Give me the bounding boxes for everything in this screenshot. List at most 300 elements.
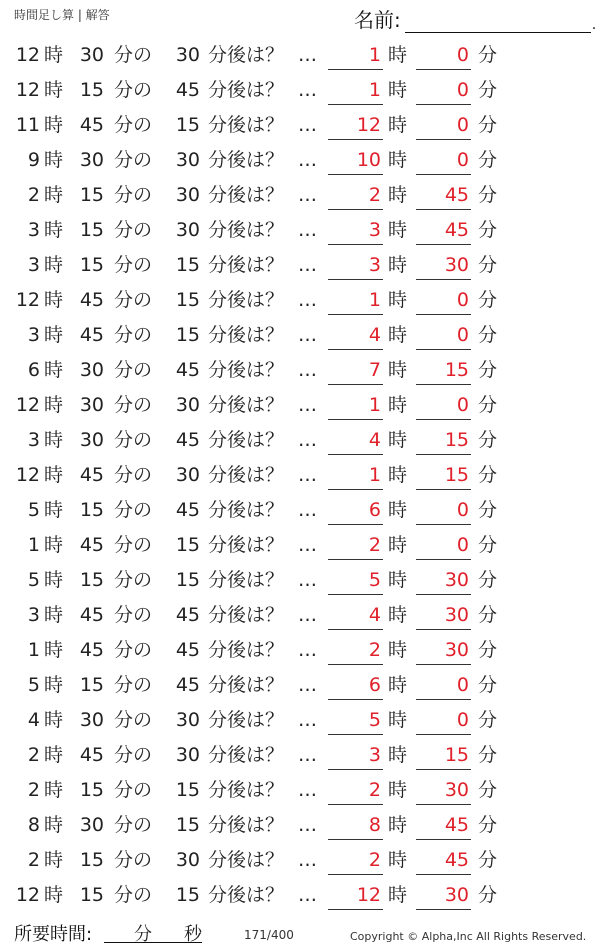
ellipsis: … [298,604,316,626]
problem-added-minutes: 30 [175,394,200,416]
answer-minute[interactable]: 30 [416,633,471,665]
answer-hour-unit: 時 [388,814,408,836]
problem-row [0,668,600,703]
ellipsis: … [298,499,316,521]
problem-row [0,423,600,458]
problem-row [0,633,600,668]
problem-row [0,808,600,843]
answer-hour[interactable]: 8 [328,808,383,840]
hour-unit: 時 [44,779,64,801]
problem-row [0,73,600,108]
problem-start-minute: 45 [79,604,104,626]
answer-minute-unit: 分 [478,289,498,311]
time-second-label: 秒 [184,924,202,945]
minute-of-unit: 分の [114,79,153,101]
answer-hour[interactable]: 3 [328,213,383,245]
problem-added-minutes: 15 [175,114,200,136]
answer-minute[interactable]: 0 [416,668,471,700]
problem-row [0,563,600,598]
answer-minute[interactable]: 0 [416,388,471,420]
problem-start-hour: 6 [27,359,40,381]
minute-of-unit: 分の [114,324,153,346]
answer-hour[interactable]: 4 [328,423,383,455]
problem-start-hour: 4 [27,709,40,731]
question-text: 分後は？ [208,359,285,381]
answer-hour-unit: 時 [388,709,408,731]
answer-minute-unit: 分 [478,534,498,556]
hour-unit: 時 [44,324,64,346]
problem-start-minute: 45 [79,324,104,346]
question-text: 分後は？ [208,639,285,661]
problem-start-hour: 1 [27,534,40,556]
minute-of-unit: 分の [114,779,153,801]
problem-start-hour: 12 [15,394,40,416]
problem-row [0,528,600,563]
question-text: 分後は？ [208,534,285,556]
problem-start-hour: 2 [27,184,40,206]
answer-minute[interactable]: 15 [416,353,471,385]
hour-unit: 時 [44,744,64,766]
problem-start-hour: 3 [27,219,40,241]
question-text: 分後は？ [208,114,285,136]
problem-row [0,458,600,493]
hour-unit: 時 [44,44,64,66]
problem-added-minutes: 15 [175,534,200,556]
answer-minute[interactable]: 30 [416,598,471,630]
answer-hour[interactable]: 4 [328,598,383,630]
minute-of-unit: 分の [114,114,153,136]
answer-minute-unit: 分 [478,569,498,591]
problem-start-minute: 30 [79,44,104,66]
ellipsis: … [298,324,316,346]
question-text: 分後は？ [208,289,285,311]
ellipsis: … [298,534,316,556]
question-text: 分後は？ [208,464,285,486]
answer-hour[interactable]: 6 [328,668,383,700]
problem-row [0,353,600,388]
problem-start-hour: 2 [27,744,40,766]
answer-minute[interactable]: 15 [416,423,471,455]
answer-minute[interactable]: 15 [416,458,471,490]
problem-added-minutes: 30 [175,149,200,171]
problem-added-minutes: 45 [175,359,200,381]
problem-added-minutes: 45 [175,429,200,451]
problem-row [0,108,600,143]
problem-start-hour: 5 [27,674,40,696]
problem-added-minutes: 45 [175,604,200,626]
answer-minute[interactable]: 0 [416,38,471,70]
problem-start-hour: 12 [15,289,40,311]
answer-minute[interactable]: 30 [416,878,471,910]
answer-minute[interactable]: 45 [416,213,471,245]
ellipsis: … [298,44,316,66]
problem-added-minutes: 15 [175,779,200,801]
minute-of-unit: 分の [114,814,153,836]
problem-start-hour: 12 [15,884,40,906]
problem-start-minute: 15 [79,674,104,696]
minute-of-unit: 分の [114,44,153,66]
answer-minute[interactable]: 0 [416,703,471,735]
answer-hour[interactable]: 1 [328,38,383,70]
answer-minute[interactable]: 0 [416,143,471,175]
problem-start-minute: 30 [79,709,104,731]
ellipsis: … [298,464,316,486]
answer-minute-unit: 分 [478,149,498,171]
answer-hour-unit: 時 [388,289,408,311]
problem-added-minutes: 30 [175,219,200,241]
answer-hour-unit: 時 [388,254,408,276]
page-number: 171/400 [244,928,294,942]
ellipsis: … [298,674,316,696]
problem-row [0,388,600,423]
question-text: 分後は？ [208,884,285,906]
answer-hour[interactable]: 3 [328,738,383,770]
problem-start-minute: 15 [79,569,104,591]
answer-hour[interactable]: 12 [328,878,383,910]
question-text: 分後は？ [208,744,285,766]
answer-hour[interactable]: 3 [328,248,383,280]
question-text: 分後は？ [208,149,285,171]
ellipsis: … [298,219,316,241]
problem-start-minute: 45 [79,534,104,556]
time-required-field[interactable] [104,920,202,943]
answer-minute-unit: 分 [478,219,498,241]
minute-of-unit: 分の [114,709,153,731]
question-text: 分後は？ [208,394,285,416]
answer-minute[interactable]: 0 [416,283,471,315]
answer-hour-unit: 時 [388,184,408,206]
question-text: 分後は？ [208,814,285,836]
answer-hour[interactable]: 12 [328,108,383,140]
problem-start-minute: 45 [79,289,104,311]
minute-of-unit: 分の [114,884,153,906]
problem-added-minutes: 45 [175,639,200,661]
answer-minute[interactable]: 15 [416,738,471,770]
answer-minute[interactable]: 0 [416,108,471,140]
problem-row [0,738,600,773]
ellipsis: … [298,639,316,661]
problem-start-hour: 12 [15,44,40,66]
hour-unit: 時 [44,394,64,416]
answer-hour-unit: 時 [388,674,408,696]
answer-hour-unit: 時 [388,429,408,451]
problem-start-minute: 30 [79,429,104,451]
problem-row [0,248,600,283]
problem-start-hour: 9 [27,149,40,171]
answer-minute-unit: 分 [478,814,498,836]
ellipsis: … [298,289,316,311]
answer-minute[interactable]: 30 [416,248,471,280]
problem-row [0,843,600,878]
ellipsis: … [298,254,316,276]
time-required-label: 所要時間: [14,924,93,945]
minute-of-unit: 分の [114,184,153,206]
hour-unit: 時 [44,149,64,171]
problem-added-minutes: 30 [175,44,200,66]
problem-added-minutes: 15 [175,254,200,276]
problem-added-minutes: 45 [175,79,200,101]
problem-start-hour: 3 [27,429,40,451]
answer-minute-unit: 分 [478,184,498,206]
ellipsis: … [298,779,316,801]
answer-hour-unit: 時 [388,604,408,626]
answer-minute-unit: 分 [478,709,498,731]
question-text: 分後は？ [208,779,285,801]
answer-hour-unit: 時 [388,324,408,346]
question-text: 分後は？ [208,219,285,241]
answer-hour[interactable]: 5 [328,703,383,735]
copyright-text: Copyright © Alpha,Inc All Rights Reserved. [350,930,587,943]
minute-of-unit: 分の [114,569,153,591]
answer-hour-unit: 時 [388,149,408,171]
problem-start-hour: 3 [27,604,40,626]
answer-hour-unit: 時 [388,779,408,801]
answer-minute[interactable]: 45 [416,178,471,210]
problem-start-hour: 1 [27,639,40,661]
question-text: 分後は？ [208,499,285,521]
problem-row [0,143,600,178]
problem-start-minute: 30 [79,149,104,171]
minute-of-unit: 分の [114,674,153,696]
ellipsis: … [298,744,316,766]
answer-hour[interactable]: 2 [328,843,383,875]
answer-hour-unit: 時 [388,219,408,241]
problem-start-minute: 15 [79,884,104,906]
hour-unit: 時 [44,534,64,556]
answer-hour[interactable]: 4 [328,318,383,350]
problem-added-minutes: 15 [175,884,200,906]
minute-of-unit: 分の [114,219,153,241]
problem-start-hour: 12 [15,79,40,101]
ellipsis: … [298,184,316,206]
answer-minute-unit: 分 [478,114,498,136]
answer-hour-unit: 時 [388,464,408,486]
minute-of-unit: 分の [114,359,153,381]
minute-of-unit: 分の [114,604,153,626]
answer-minute-unit: 分 [478,884,498,906]
answer-hour[interactable]: 5 [328,563,383,595]
answer-hour[interactable]: 1 [328,458,383,490]
answer-hour[interactable]: 7 [328,353,383,385]
answer-minute-unit: 分 [478,324,498,346]
answer-minute[interactable]: 0 [416,493,471,525]
hour-unit: 時 [44,709,64,731]
hour-unit: 時 [44,254,64,276]
minute-of-unit: 分の [114,394,153,416]
ellipsis: … [298,79,316,101]
problem-added-minutes: 15 [175,324,200,346]
problem-added-minutes: 15 [175,814,200,836]
ellipsis: … [298,394,316,416]
problem-row [0,598,600,633]
answer-minute[interactable]: 30 [416,773,471,805]
answer-minute-unit: 分 [478,849,498,871]
answer-hour-unit: 時 [388,639,408,661]
problem-start-minute: 45 [79,744,104,766]
problem-start-hour: 2 [27,849,40,871]
hour-unit: 時 [44,814,64,836]
answer-minute-unit: 分 [478,254,498,276]
name-field[interactable] [354,4,596,33]
question-text: 分後は？ [208,604,285,626]
question-text: 分後は？ [208,429,285,451]
problem-row [0,283,600,318]
answer-minute-unit: 分 [478,429,498,451]
question-text: 分後は？ [208,849,285,871]
problem-added-minutes: 30 [175,709,200,731]
problem-start-hour: 3 [27,324,40,346]
answer-minute[interactable]: 45 [416,808,471,840]
hour-unit: 時 [44,289,64,311]
question-text: 分後は？ [208,569,285,591]
answer-hour-unit: 時 [388,394,408,416]
problem-start-hour: 5 [27,499,40,521]
minute-of-unit: 分の [114,849,153,871]
ellipsis: … [298,149,316,171]
problem-row [0,178,600,213]
answer-hour-unit: 時 [388,499,408,521]
answer-minute-unit: 分 [478,674,498,696]
question-text: 分後は？ [208,184,285,206]
problem-row [0,493,600,528]
problem-added-minutes: 15 [175,289,200,311]
problem-row [0,703,600,738]
ellipsis: … [298,569,316,591]
answer-hour-unit: 時 [388,114,408,136]
problem-added-minutes: 15 [175,569,200,591]
hour-unit: 時 [44,219,64,241]
answer-hour-unit: 時 [388,359,408,381]
answer-hour[interactable]: 1 [328,73,383,105]
answer-minute-unit: 分 [478,464,498,486]
answer-minute-unit: 分 [478,394,498,416]
name-end-dot: . [591,17,597,33]
answer-minute-unit: 分 [478,79,498,101]
answer-hour[interactable]: 1 [328,283,383,315]
question-text: 分後は？ [208,79,285,101]
answer-hour[interactable]: 2 [328,633,383,665]
problem-row [0,878,600,913]
hour-unit: 時 [44,499,64,521]
problem-start-minute: 30 [79,359,104,381]
ellipsis: … [298,429,316,451]
name-label: 名前: [354,8,401,32]
problem-start-minute: 15 [79,849,104,871]
answer-hour[interactable]: 2 [328,773,383,805]
problem-start-minute: 15 [79,254,104,276]
answer-minute-unit: 分 [478,779,498,801]
problem-start-hour: 5 [27,569,40,591]
problem-start-minute: 30 [79,814,104,836]
worksheet-title: 時間足し算 | 解答 [14,8,110,22]
hour-unit: 時 [44,604,64,626]
answer-hour-unit: 時 [388,884,408,906]
problem-start-minute: 15 [79,779,104,801]
minute-of-unit: 分の [114,499,153,521]
question-text: 分後は？ [208,324,285,346]
answer-minute[interactable]: 0 [416,528,471,560]
answer-hour-unit: 時 [388,744,408,766]
minute-of-unit: 分の [114,534,153,556]
time-minute-label: 分 [134,924,152,945]
hour-unit: 時 [44,464,64,486]
problem-row [0,773,600,808]
answer-hour[interactable]: 2 [328,178,383,210]
hour-unit: 時 [44,849,64,871]
hour-unit: 時 [44,569,64,591]
answer-hour[interactable]: 6 [328,493,383,525]
hour-unit: 時 [44,114,64,136]
problem-row [0,318,600,353]
ellipsis: … [298,709,316,731]
problem-added-minutes: 45 [175,674,200,696]
question-text: 分後は？ [208,44,285,66]
answer-minute-unit: 分 [478,499,498,521]
answer-hour-unit: 時 [388,569,408,591]
problem-start-hour: 8 [27,814,40,836]
minute-of-unit: 分の [114,639,153,661]
ellipsis: … [298,849,316,871]
worksheet-footer [0,918,600,949]
hour-unit: 時 [44,674,64,696]
problem-start-minute: 30 [79,394,104,416]
ellipsis: … [298,114,316,136]
answer-minute-unit: 分 [478,359,498,381]
answer-hour-unit: 時 [388,849,408,871]
problem-added-minutes: 30 [175,849,200,871]
answer-hour-unit: 時 [388,79,408,101]
ellipsis: … [298,359,316,381]
answer-minute[interactable]: 0 [416,318,471,350]
problem-start-minute: 45 [79,464,104,486]
minute-of-unit: 分の [114,289,153,311]
question-text: 分後は？ [208,674,285,696]
answer-hour-unit: 時 [388,534,408,556]
answer-minute-unit: 分 [478,639,498,661]
answer-minute[interactable]: 45 [416,843,471,875]
problem-start-hour: 2 [27,779,40,801]
problem-start-minute: 15 [79,219,104,241]
problem-added-minutes: 30 [175,184,200,206]
answer-hour[interactable]: 10 [328,143,383,175]
problem-added-minutes: 30 [175,744,200,766]
answer-minute[interactable]: 30 [416,563,471,595]
hour-unit: 時 [44,184,64,206]
problem-start-minute: 15 [79,184,104,206]
hour-unit: 時 [44,79,64,101]
problem-added-minutes: 30 [175,464,200,486]
problem-start-minute: 15 [79,79,104,101]
minute-of-unit: 分の [114,254,153,276]
problem-list [0,38,600,913]
ellipsis: … [298,814,316,836]
answer-minute-unit: 分 [478,604,498,626]
problem-added-minutes: 45 [175,499,200,521]
minute-of-unit: 分の [114,429,153,451]
hour-unit: 時 [44,429,64,451]
hour-unit: 時 [44,639,64,661]
answer-hour[interactable]: 2 [328,528,383,560]
problem-start-hour: 12 [15,464,40,486]
minute-of-unit: 分の [114,744,153,766]
problem-start-minute: 45 [79,114,104,136]
name-input-line[interactable] [405,12,591,33]
hour-unit: 時 [44,884,64,906]
problem-start-hour: 3 [27,254,40,276]
answer-hour[interactable]: 1 [328,388,383,420]
problem-row [0,213,600,248]
answer-minute[interactable]: 0 [416,73,471,105]
